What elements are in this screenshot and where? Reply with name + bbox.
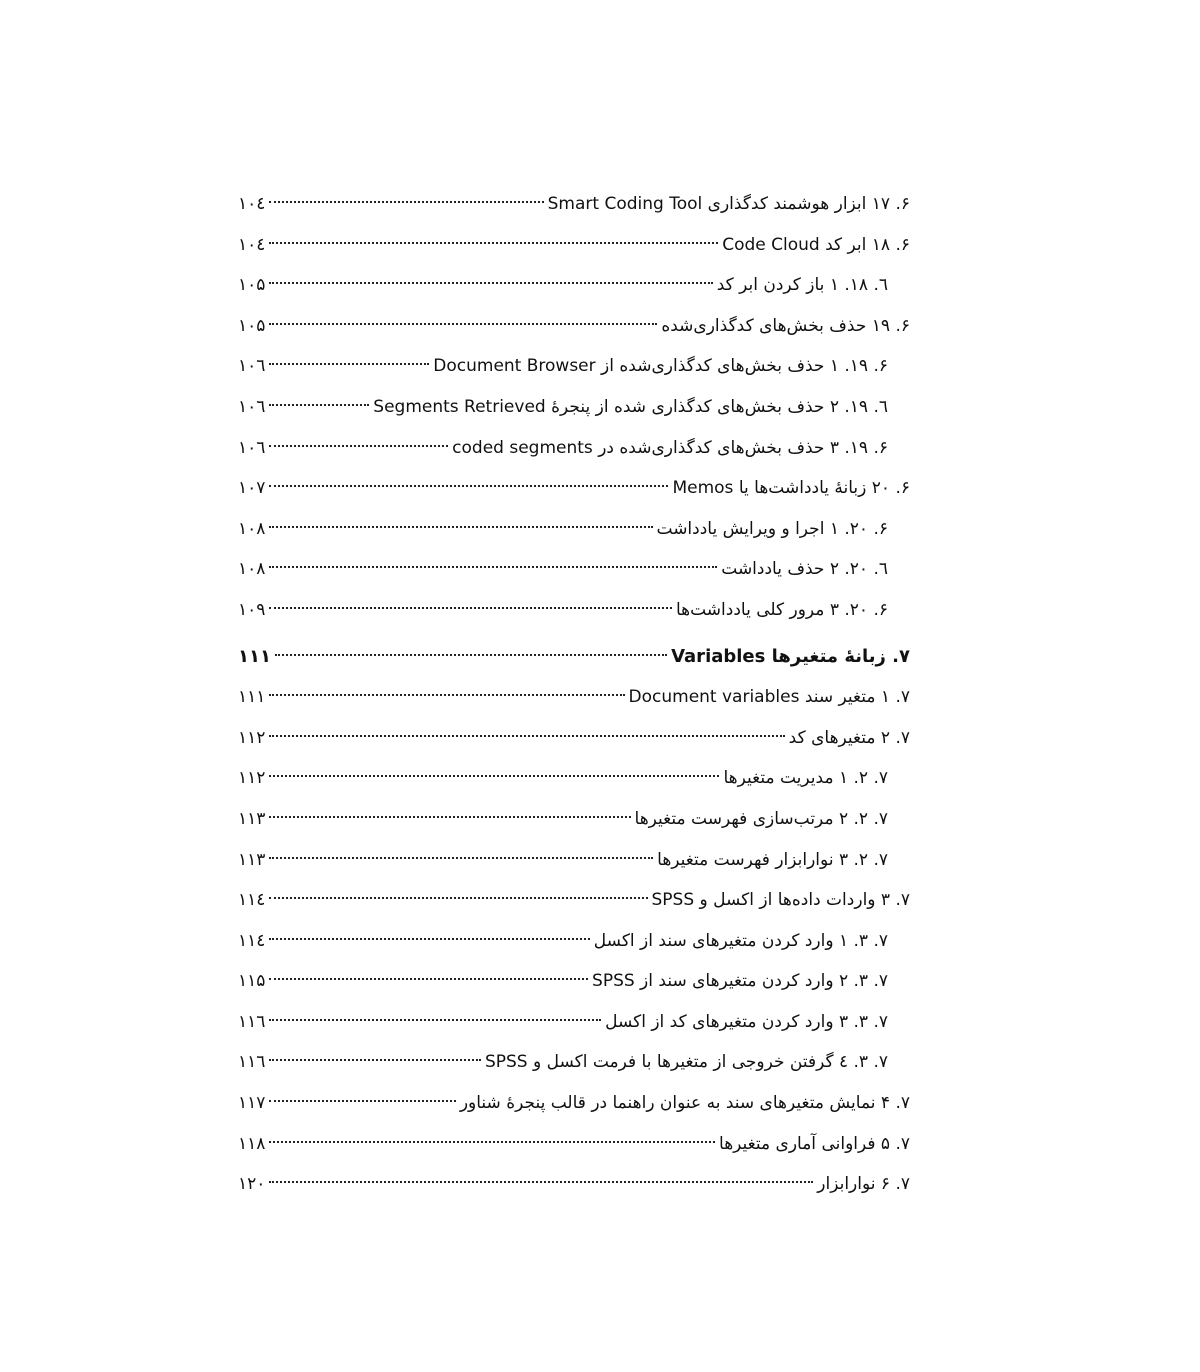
toc-entry xyxy=(238,1083,910,1124)
toc-entry xyxy=(238,428,910,469)
toc-entry-title: ۶. ۲۰. ۳ مرور کلی یادداشت‌ها xyxy=(675,599,888,620)
toc-entry-page-number: ۱۰۵ xyxy=(238,315,266,336)
toc-entry-page-number: ۱۰۵ xyxy=(238,275,266,296)
toc-entry-title: ۷. زبانهٔ متغیرها Variables xyxy=(671,645,910,667)
toc-entry-page-number: ۱۰٦ xyxy=(238,437,266,458)
toc-entry-page-number: ۱۰۸ xyxy=(238,559,266,580)
toc-entry-page-number: ۱۰۸ xyxy=(238,518,266,539)
toc-entry-page-number: ۱۱۳ xyxy=(238,808,266,829)
dot-leader xyxy=(269,775,719,777)
toc-entry-page-number: ۱۱۷ xyxy=(238,1093,266,1114)
dot-leader xyxy=(269,566,717,568)
toc-entry-page-number: ۱۱۵ xyxy=(238,971,266,992)
toc-entry xyxy=(238,468,910,509)
toc-entry-title: ٦. ۱۸. ۱ باز کردن ابر کد xyxy=(716,275,888,296)
dot-leader xyxy=(269,938,589,940)
toc-entry-title: ٦. ۲۰. ۲ حذف یادداشت xyxy=(721,559,888,580)
toc-entry-page-number: ۱۱۲ xyxy=(238,768,266,789)
toc-entry xyxy=(238,1042,910,1083)
toc-entry xyxy=(238,184,910,225)
toc-entry-title: ۷. ۳. ۳ وارد کردن متغیرهای کد از اکسل xyxy=(605,1011,888,1032)
toc-entry-title: ۶. ۱۹. ۳ حذف بخش‌های کدگذاری‌شده در coded segments xyxy=(452,437,888,458)
toc-entry-title: ٦. ۱۹. ۲ حذف بخش‌های کدگذاری شده از پنجرهٔ Segments Retrieved xyxy=(373,396,888,417)
toc-entry-page-number: ۱۰٦ xyxy=(238,356,266,377)
dot-leader xyxy=(269,1181,813,1183)
table-of-contents xyxy=(238,184,910,1205)
toc-entry-title: ۷. ۶ نوارابزار xyxy=(817,1174,910,1195)
toc-chapter-entry xyxy=(238,637,910,678)
dot-leader xyxy=(269,735,784,737)
dot-leader xyxy=(269,978,588,980)
toc-entry xyxy=(238,387,910,428)
toc-entry-page-number: ۱۱٤ xyxy=(238,890,266,911)
toc-entry xyxy=(238,549,910,590)
toc-entry-title: ۷. ۲. ۱ مدیریت متغیرها xyxy=(723,768,888,789)
dot-leader xyxy=(269,1100,455,1102)
dot-leader xyxy=(269,485,668,487)
toc-entry xyxy=(238,718,910,759)
toc-entry-title: ۷. ۳. ٤ گرفتن خروجی از متغیرها با فرمت اکسل و SPSS xyxy=(484,1052,888,1073)
toc-entry-page-number: ۱۱٦ xyxy=(238,1011,266,1032)
toc-entry-page-number: ۱۱۱ xyxy=(238,687,266,708)
toc-entry-title: ۶. ۲۰ زبانهٔ یادداشت‌ها یا Memos xyxy=(672,478,910,499)
toc-entry-page-number: ۱۱۱ xyxy=(238,645,271,667)
toc-entry xyxy=(238,509,910,550)
dot-leader xyxy=(269,445,448,447)
toc-entry xyxy=(238,1164,910,1205)
toc-entry xyxy=(238,880,910,921)
toc-entry-title: ۶. ۱۹. ۱ حذف بخش‌های کدگذاری‌شده از Document Browser xyxy=(433,356,888,377)
toc-entry-page-number: ۱۰۹ xyxy=(238,599,266,620)
toc-entry xyxy=(238,1002,910,1043)
toc-entry xyxy=(238,265,910,306)
toc-entry-title: ۷. ۳. ۱ وارد کردن متغیرهای سند از اکسل xyxy=(593,930,888,951)
dot-leader xyxy=(269,282,712,284)
dot-leader xyxy=(269,857,653,859)
dot-leader xyxy=(269,242,718,244)
dot-leader xyxy=(269,1059,481,1061)
toc-entry xyxy=(238,346,910,387)
dot-leader xyxy=(269,526,652,528)
toc-entry-title: ۷. ۳. ۲ وارد کردن متغیرهای سند از SPSS xyxy=(592,971,888,992)
toc-entry xyxy=(238,677,910,718)
toc-entry xyxy=(238,590,910,631)
toc-entry-title: ۷. ۲. ۳ نوارابزار فهرست متغیرها xyxy=(657,849,888,870)
toc-entry-title: ۷. ۲. ۲ مرتب‌سازی فهرست متغیرها xyxy=(634,808,888,829)
toc-entry xyxy=(238,1124,910,1165)
toc-entry-title: ۷. ۴ نمایش متغیرهای سند به عنوان راهنما در قالب پنجرهٔ شناور xyxy=(459,1093,910,1114)
toc-entry-title: ۶. ۱۸ ابر کد Code Cloud xyxy=(722,234,910,255)
toc-entry-page-number: ۱۰٤ xyxy=(238,194,266,214)
toc-entry-page-number: ۱۱٦ xyxy=(238,1052,266,1073)
toc-entry-title: ۶. ۱۷ ابزار هوشمند کدگذاری Smart Coding Tool xyxy=(547,194,910,214)
toc-entry-page-number: ۱۰۷ xyxy=(238,478,266,499)
toc-entry xyxy=(238,758,910,799)
dot-leader xyxy=(269,897,647,899)
toc-entry-page-number: ۱۱۲ xyxy=(238,727,266,748)
toc-entry xyxy=(238,921,910,962)
dot-leader xyxy=(269,1019,601,1021)
toc-entry-title: ۷. ۱ متغیر سند Document variables xyxy=(628,687,910,708)
dot-leader xyxy=(269,607,672,609)
toc-entry-page-number: ۱۱۸ xyxy=(238,1133,266,1154)
dot-leader xyxy=(269,404,369,406)
dot-leader xyxy=(269,323,657,325)
dot-leader xyxy=(275,654,667,656)
toc-entry-title: ۶. ۲۰. ۱ اجرا و ویرایش یادداشت xyxy=(656,518,888,539)
toc-entry xyxy=(238,961,910,1002)
dot-leader xyxy=(269,201,543,203)
toc-entry xyxy=(238,799,910,840)
toc-entry-page-number: ۱۰٤ xyxy=(238,234,266,255)
toc-entry-page-number: ۱۲۰ xyxy=(238,1174,266,1195)
dot-leader xyxy=(269,694,624,696)
toc-entry-title: ۷. ۲ متغیرهای کد xyxy=(788,727,910,748)
dot-leader xyxy=(269,1141,715,1143)
toc-entry-page-number: ۱۰٦ xyxy=(238,396,266,417)
toc-entry-page-number: ۱۱٤ xyxy=(238,930,266,951)
toc-entry xyxy=(238,225,910,266)
toc-entry xyxy=(238,840,910,881)
dot-leader xyxy=(269,816,630,818)
toc-entry-page-number: ۱۱۳ xyxy=(238,849,266,870)
toc-entry xyxy=(238,306,910,347)
toc-entry-title: ۷. ۵ فراوانی آماری متغیرها xyxy=(719,1133,910,1154)
dot-leader xyxy=(269,363,429,365)
toc-entry-title: ۷. ۳ واردات داده‌ها از اکسل و SPSS xyxy=(651,890,910,911)
toc-entry-title: ۶. ۱۹ حذف بخش‌های کدگذاری‌شده xyxy=(661,315,910,336)
